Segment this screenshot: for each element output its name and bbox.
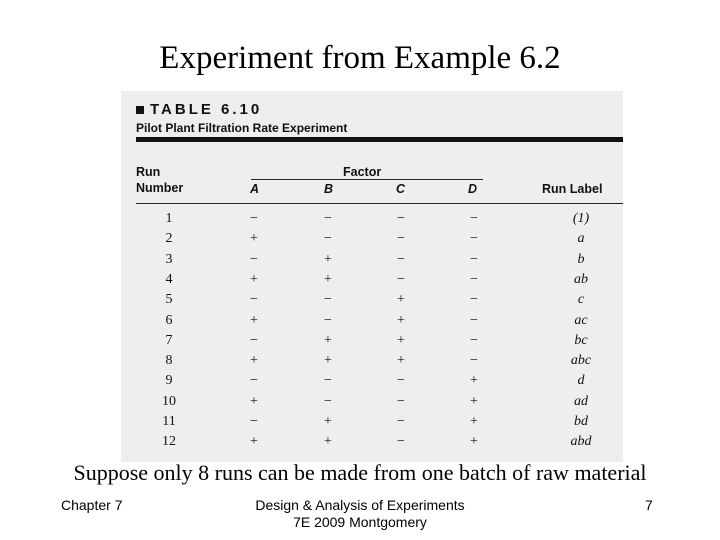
run-label-header: Run Label: [542, 182, 603, 196]
cell-a: +: [250, 312, 258, 328]
cell-run-label: abc: [570, 353, 592, 369]
factor-col-a: A: [250, 182, 260, 196]
cell-d: −: [470, 312, 478, 328]
cell-d: +: [470, 434, 478, 450]
cell-run-label: bd: [574, 414, 588, 429]
cell-c: −: [397, 393, 405, 409]
cell-d: −: [470, 271, 478, 287]
cell-a: −: [250, 373, 258, 389]
cell-b: −: [324, 373, 332, 389]
cell-c: +: [397, 332, 405, 348]
cell-run: 5: [165, 292, 173, 308]
cell-run-label: bc: [574, 332, 588, 348]
cell-d: +: [470, 373, 478, 389]
cell-c: −: [397, 373, 405, 389]
footer-course-line1: Design & Analysis of Experiments: [255, 497, 465, 513]
cell-d: −: [470, 353, 478, 369]
cell-c: +: [397, 353, 405, 369]
cell-run: 3: [165, 251, 173, 267]
factor-col-d: D: [468, 182, 478, 196]
table-figure: [121, 91, 623, 462]
cell-d: −: [470, 292, 478, 308]
cell-d: −: [470, 211, 478, 226]
cell-run: 7: [165, 332, 173, 348]
page-number: 7: [645, 497, 653, 513]
cell-b: +: [324, 251, 332, 267]
cell-run-label: a: [577, 231, 585, 247]
cell-b: +: [324, 353, 332, 369]
cell-run: 12: [162, 434, 176, 450]
cell-b: +: [324, 332, 332, 348]
cell-b: −: [324, 312, 332, 328]
cell-b: −: [324, 231, 332, 247]
cell-a: −: [250, 332, 258, 348]
slide-caption: Suppose only 8 runs can be made from one batch of raw material: [73, 460, 647, 485]
cell-b: −: [324, 393, 332, 409]
cell-b: −: [324, 211, 332, 226]
table-top-rule: [136, 137, 623, 142]
cell-d: +: [470, 414, 478, 429]
cell-c: −: [397, 211, 405, 226]
cell-run-label: b: [577, 251, 585, 267]
cell-d: −: [470, 231, 478, 247]
cell-c: −: [397, 231, 405, 247]
cell-c: −: [397, 271, 405, 287]
table-header-rule: [136, 203, 623, 204]
table-heading: [136, 101, 262, 118]
factor-col-c: C: [396, 182, 406, 196]
cell-run-label: (1): [572, 211, 590, 226]
cell-a: −: [250, 211, 258, 226]
cell-a: −: [250, 251, 258, 267]
cell-run-label: c: [577, 292, 585, 308]
cell-a: +: [250, 231, 258, 247]
cell-run: 8: [165, 353, 173, 369]
cell-d: −: [470, 332, 478, 348]
run-header-line1: Run: [136, 165, 161, 179]
cell-a: +: [250, 271, 258, 287]
factor-rule: [251, 179, 483, 180]
cell-c: +: [397, 312, 405, 328]
factor-col-b: B: [324, 182, 334, 196]
cell-b: +: [324, 271, 332, 287]
cell-a: +: [250, 434, 258, 450]
slide-title: Experiment from Example 6.2: [159, 40, 561, 76]
cell-c: −: [397, 434, 405, 450]
cell-run: 10: [162, 393, 176, 409]
cell-b: −: [324, 292, 332, 308]
cell-b: +: [324, 434, 332, 450]
factor-header: Factor: [343, 165, 382, 179]
cell-c: +: [397, 292, 405, 308]
cell-run: 9: [165, 373, 173, 389]
table-subtitle: Pilot Plant Filtration Rate Experiment: [136, 121, 348, 135]
cell-d: +: [470, 393, 478, 409]
cell-run: 4: [165, 271, 173, 287]
cell-a: +: [250, 353, 258, 369]
cell-a: −: [250, 292, 258, 308]
cell-run-label: ac: [574, 312, 588, 328]
cell-run-label: abd: [570, 434, 592, 450]
cell-c: −: [397, 251, 405, 267]
table-heading-text: TABLE 6.10: [150, 101, 263, 118]
cell-run-label: ab: [574, 271, 588, 287]
cell-c: −: [397, 414, 405, 429]
cell-run: 6: [165, 312, 173, 328]
cell-run-label: ad: [574, 393, 588, 409]
cell-a: +: [250, 393, 258, 409]
footer-course: [250, 497, 470, 531]
cell-b: +: [324, 414, 332, 429]
run-header-line2: Number: [136, 181, 184, 195]
square-bullet-icon: [136, 106, 144, 114]
footer-course-line2: 7E 2009 Montgomery: [293, 514, 427, 530]
cell-a: −: [250, 414, 258, 429]
cell-run: 1: [165, 211, 173, 226]
cell-run: 2: [165, 231, 173, 247]
cell-run: 11: [162, 414, 176, 429]
footer-chapter: Chapter 7: [61, 497, 123, 513]
cell-d: −: [470, 251, 478, 267]
cell-run-label: d: [577, 373, 585, 389]
